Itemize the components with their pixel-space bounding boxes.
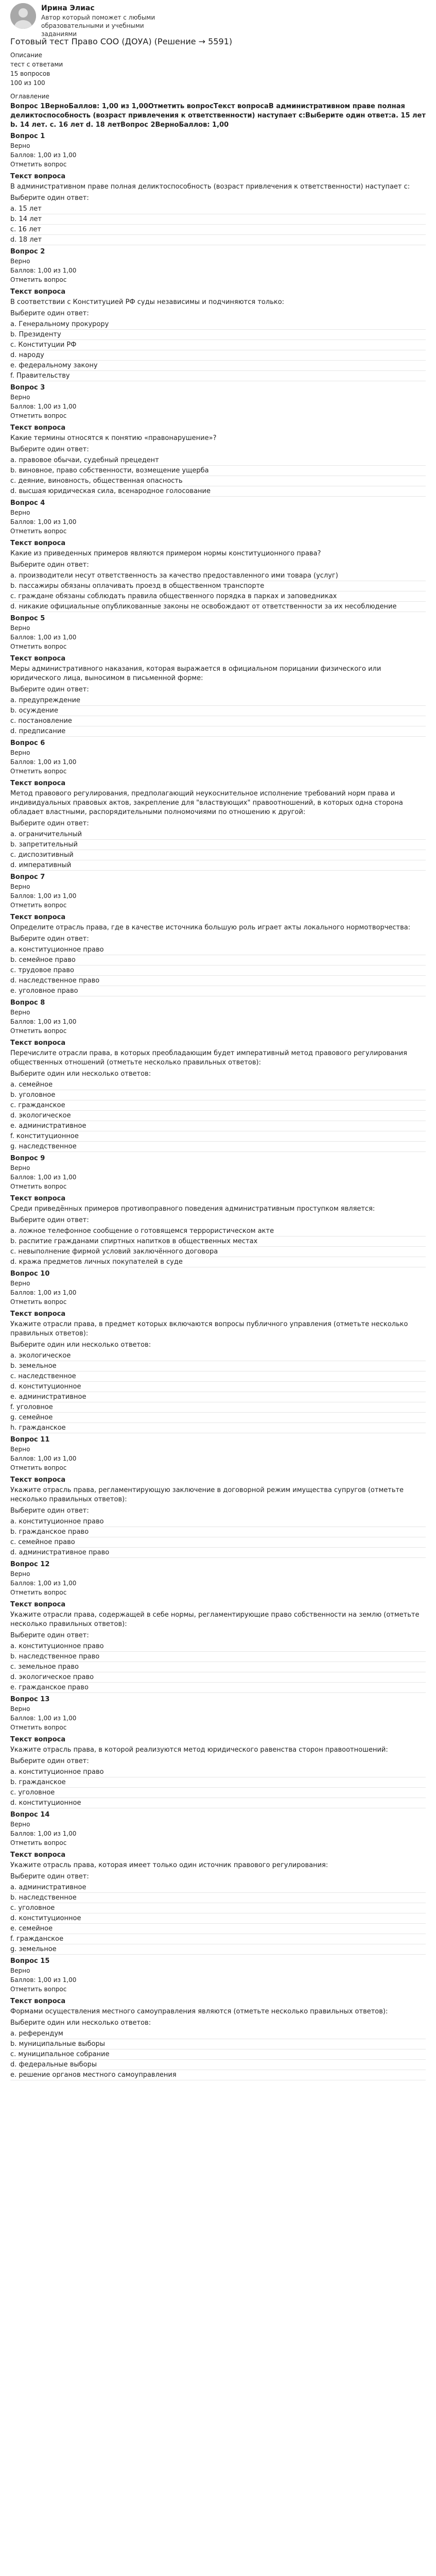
question-number: 15 [40, 1957, 50, 1965]
avatar-person-icon [10, 3, 36, 29]
choose-instruction: Выберите один или несколько ответов: [10, 1070, 151, 1078]
question-block [10, 1435, 426, 1558]
question-heading [10, 873, 426, 882]
question-status: Верно [10, 142, 30, 149]
question-number: 1 [40, 132, 45, 140]
question-heading-label: Вопрос [10, 873, 38, 881]
document-title: Готовый тест Право СОО (ДОУА) (Решение → 5591) [10, 37, 233, 46]
answer-option[interactable]: e. решение органов местного самоуправления [10, 2070, 426, 2080]
question-number: 5 [40, 615, 45, 622]
question-status: Верно [10, 258, 30, 265]
question-score: Баллов: 1,00 из 1,00 [10, 1715, 77, 1722]
question-text: Укажите отрасль права, в которой реализуются метод юридического равенства сторон правоотношений: [10, 1746, 388, 1754]
meta-description-label: Описание [10, 52, 43, 59]
answer-option[interactable]: a. Генеральному прокурору [10, 319, 426, 330]
question-status: Верно [10, 749, 30, 756]
question-text-label: Текст вопроса [10, 1997, 66, 2005]
question-text: Укажите отрасль права, регламентирующую заключение в договорной режим имущества супругов (отметьте несколько правильных ответов): [10, 1486, 404, 1503]
question-text: Метод правового регулирования, предполагающий неукоснительное исполнение требований норм права и индивидуальных правовых актов, закрепление для "властвующих" правоотношений, в которых одна сторона обладает властными, распорядительными полномочиями по отношению к другой: [10, 790, 403, 816]
answer-option[interactable]: f. Правительству [10, 371, 426, 381]
question-text-label: Текст вопроса [10, 173, 66, 180]
question-text: Среди приведённых примеров противоправного поведения административным проступком является: [10, 1205, 375, 1213]
answer-option[interactable]: d. никакие официальные опубликованные законы не освобождают от ответственности за их несоблюдение [10, 602, 426, 612]
answer-option[interactable]: c. уголовное [10, 1788, 426, 1798]
question-number: 7 [40, 873, 45, 881]
question-text-label: Текст вопроса [10, 539, 66, 547]
answer-option[interactable]: c. семейное право [10, 1537, 426, 1548]
question-heading [10, 247, 426, 257]
flag-question-link[interactable]: Отметить вопрос [10, 276, 67, 283]
choose-instruction: Выберите один ответ: [10, 1216, 89, 1224]
answer-option[interactable]: a. референдум [10, 2029, 426, 2039]
flag-question-link[interactable]: Отметить вопрос [10, 1589, 67, 1596]
choose-instruction: Выберите один ответ: [10, 310, 89, 317]
flag-question-link[interactable]: Отметить вопрос [10, 161, 67, 168]
answer-option[interactable]: b. распитие гражданами спиртных напитков в общественных местах [10, 1236, 426, 1247]
author-name[interactable]: Ирина Элиас [41, 4, 95, 12]
question-text-label: Текст вопроса [10, 1310, 66, 1318]
choose-instruction: Выберите один или несколько ответов: [10, 2019, 151, 2027]
question-heading [10, 132, 426, 141]
question-score: Баллов: 1,00 из 1,00 [10, 267, 77, 274]
question-text: В соответствии с Конституцией РФ суды независимы и подчиняются только: [10, 298, 285, 306]
answer-option[interactable]: d. экологическое [10, 1111, 426, 1121]
question-heading [10, 499, 426, 508]
answer-option[interactable]: c. трудовое право [10, 965, 426, 976]
question-heading [10, 1695, 426, 1704]
flag-question-link[interactable]: Отметить вопрос [10, 1027, 67, 1035]
question-number: 12 [40, 1561, 50, 1568]
meta-summary: тест с ответами [10, 61, 63, 68]
answer-option[interactable]: c. невыполнение фирмой условий заключённого договора [10, 1247, 426, 1257]
answer-option[interactable]: b. гражданское [10, 1777, 426, 1788]
answer-option[interactable]: c. земельное право [10, 1662, 426, 1672]
author-description: Автор который поможет с любыми образовательными и учебными заданиями [41, 14, 155, 38]
question-text-label: Текст вопроса [10, 1039, 66, 1047]
answer-option[interactable]: d. кража предметов личных покупателей в суде [10, 1257, 426, 1267]
answer-option[interactable]: a. конституционное право [10, 1641, 426, 1652]
answer-option[interactable]: c. муниципальное собрание [10, 2049, 426, 2060]
answer-option[interactable]: a. ложное телефонное сообщение о готовящемся террористическом акте [10, 1226, 426, 1236]
question-status: Верно [10, 1821, 30, 1828]
flag-question-link[interactable]: Отметить вопрос [10, 412, 67, 419]
question-text-label: Текст вопроса [10, 1601, 66, 1608]
question-block [10, 998, 426, 1152]
avatar [10, 3, 36, 29]
question-number: 11 [40, 1436, 50, 1444]
question-block [10, 499, 426, 612]
question-number: 10 [40, 1270, 50, 1278]
answer-option[interactable]: d. 18 лет [10, 235, 426, 245]
question-block [10, 614, 426, 737]
answer-option[interactable]: e. семейное [10, 1924, 426, 1934]
meta-score: 100 из 100 [10, 79, 45, 87]
answer-option[interactable]: c. наследственное [10, 1371, 426, 1382]
flag-question-link[interactable]: Отметить вопрос [10, 1724, 67, 1731]
question-heading-label: Вопрос [10, 1561, 38, 1568]
question-text: Укажите отрасли права, содержащей в себе нормы, регламентирующие право собственности на землю (отметьте несколько правильных ответов): [10, 1611, 420, 1628]
contents-text: Вопрос 1ВерноБаллов: 1,00 из 1,00Отметить вопросТекст вопросаВ административном праве полная деликтоспособность (возраст привлечения к ответственности) наступает с:Выберите один ответ:a. 15 лет b. 14 лет. c. 16 лет d. 18 летВопрос 2ВерноБаллов: 1,00 [10, 103, 426, 129]
answer-option[interactable]: d. федеральные выборы [10, 2060, 426, 2070]
question-heading-label: Вопрос [10, 1436, 38, 1444]
question-heading [10, 614, 426, 623]
flag-question-link[interactable]: Отметить вопрос [10, 1464, 67, 1471]
answer-option[interactable]: c. гражданское [10, 1100, 426, 1111]
question-number: 9 [40, 1155, 45, 1162]
question-heading-label: Вопрос [10, 1155, 38, 1162]
answer-option[interactable]: a. экологическое [10, 1351, 426, 1361]
question-text-label: Текст вопроса [10, 1736, 66, 1743]
answer-option[interactable]: c. постановление [10, 716, 426, 726]
question-text-label: Текст вопроса [10, 1476, 66, 1484]
question-block [10, 1269, 426, 1433]
answer-option[interactable]: c. Конституции РФ [10, 340, 426, 350]
question-status: Верно [10, 1705, 30, 1713]
flag-question-link[interactable]: Отметить вопрос [10, 902, 67, 909]
question-heading-label: Вопрос [10, 1696, 38, 1703]
question-text: Меры административного наказания, которая выражается в официальном порицании физического или юридического лица, выносимом в письменной форме: [10, 665, 381, 682]
question-text: Перечислите отрасли права, в которых преобладающим будет императивный метод правового регулирования общественных отношений (отметьте несколько правильных ответов): [10, 1049, 407, 1066]
question-heading-label: Вопрос [10, 248, 38, 256]
question-score: Баллов: 1,00 из 1,00 [10, 1580, 77, 1587]
question-heading-label: Вопрос [10, 739, 38, 747]
question-heading-label: Вопрос [10, 499, 38, 507]
choose-instruction: Выберите один ответ: [10, 935, 89, 943]
question-text-label: Текст вопроса [10, 655, 66, 663]
answer-option[interactable]: b. земельное [10, 1361, 426, 1371]
question-block [10, 132, 426, 245]
flag-question-link[interactable]: Отметить вопрос [10, 1839, 67, 1846]
question-number: 4 [40, 499, 45, 507]
answer-option[interactable]: f. конституционное [10, 1131, 426, 1142]
question-score: Баллов: 1,00 из 1,00 [10, 1830, 77, 1837]
answer-option[interactable]: d. народу [10, 350, 426, 361]
question-text-label: Текст вопроса [10, 424, 66, 432]
answer-option[interactable]: h. гражданское [10, 1423, 426, 1433]
answer-option[interactable]: c. деяние, виновность, общественная опасность [10, 476, 426, 486]
flag-question-link[interactable]: Отметить вопрос [10, 1986, 67, 1993]
answer-option[interactable]: f. уголовное [10, 1402, 426, 1413]
question-heading [10, 1560, 426, 1569]
question-list [10, 132, 426, 2080]
question-number: 6 [40, 739, 45, 747]
question-status: Верно [10, 883, 30, 890]
choose-instruction: Выберите один ответ: [10, 194, 89, 202]
answer-option[interactable]: b. семейное право [10, 955, 426, 965]
question-text: Определите отрасль права, где в качестве источника большую роль играет акты локального нормотворчества: [10, 924, 411, 931]
answer-option[interactable]: a. семейное [10, 1080, 426, 1090]
question-heading-label: Вопрос [10, 1270, 38, 1278]
question-block [10, 739, 426, 871]
question-text: В административном праве полная деликтоспособность (возраст привлечения к ответственности) наступает с: [10, 183, 410, 191]
question-heading-label: Вопрос [10, 1811, 38, 1819]
answer-option[interactable]: g. земельное [10, 1944, 426, 1955]
answer-option[interactable]: a. производители несут ответственность за качество предоставленного ими товара (услуг) [10, 571, 426, 581]
question-heading [10, 1269, 426, 1279]
answer-option[interactable]: g. семейное [10, 1413, 426, 1423]
choose-instruction: Выберите один ответ: [10, 446, 89, 453]
answer-option[interactable]: a. конституционное право [10, 1767, 426, 1777]
question-block [10, 1154, 426, 1267]
question-score: Баллов: 1,00 из 1,00 [10, 892, 77, 900]
answer-option[interactable]: a. конституционное право [10, 945, 426, 955]
question-heading [10, 1154, 426, 1163]
flag-question-link[interactable]: Отметить вопрос [10, 1183, 67, 1190]
answer-option[interactable]: d. административное право [10, 1548, 426, 1558]
question-status: Верно [10, 1446, 30, 1453]
question-number: 14 [40, 1811, 50, 1819]
question-score: Баллов: 1,00 из 1,00 [10, 1289, 77, 1296]
question-status: Верно [10, 1280, 30, 1287]
question-number: 13 [40, 1696, 50, 1703]
author-info [41, 3, 175, 38]
question-text-label: Текст вопроса [10, 913, 66, 921]
question-score: Баллов: 1,00 из 1,00 [10, 1174, 77, 1181]
question-heading [10, 1957, 426, 1966]
choose-instruction: Выберите один ответ: [10, 1757, 89, 1765]
question-block [10, 1695, 426, 1808]
answer-option[interactable]: d. конституционное [10, 1913, 426, 1924]
question-text: Укажите отрасли права, в предмет которых включаются вопросы публичного управления (отметьте несколько правильных ответов): [10, 1320, 408, 1337]
author-block [10, 3, 426, 38]
question-score: Баллов: 1,00 из 1,00 [10, 1455, 77, 1462]
choose-instruction: Выберите один или несколько ответов: [10, 1341, 151, 1349]
question-heading [10, 1435, 426, 1445]
answer-option[interactable]: a. ограничительный [10, 829, 426, 840]
document-meta [10, 50, 426, 101]
answer-option[interactable]: b. пассажиры обязаны оплачивать проезд в общественном транспорте [10, 581, 426, 591]
choose-instruction: Выберите один ответ: [10, 820, 89, 827]
answer-option[interactable]: e. гражданское право [10, 1683, 426, 1693]
answer-option[interactable]: a. правовое обычаи, судебный прецедент [10, 455, 426, 466]
answer-option[interactable]: c. 16 лет [10, 225, 426, 235]
answer-option[interactable]: b. виновное, право собственности, возмещение ущерба [10, 466, 426, 476]
answer-option[interactable]: b. запретительный [10, 840, 426, 850]
answer-option[interactable]: b. 14 лет [10, 214, 426, 225]
question-status: Верно [10, 1570, 30, 1578]
answer-option[interactable]: a. 15 лет [10, 204, 426, 214]
answer-option[interactable]: g. наследственное [10, 1142, 426, 1152]
question-score: Баллов: 1,00 из 1,00 [10, 758, 77, 766]
question-status: Верно [10, 624, 30, 632]
answer-option[interactable]: d. наследственное право [10, 976, 426, 986]
question-score: Баллов: 1,00 из 1,00 [10, 634, 77, 641]
question-status: Верно [10, 1967, 30, 1974]
question-score: Баллов: 1,00 из 1,00 [10, 151, 77, 159]
question-status: Верно [10, 1009, 30, 1016]
question-heading [10, 1810, 426, 1820]
answer-option[interactable]: e. административное [10, 1121, 426, 1131]
answer-option[interactable]: b. Президенту [10, 330, 426, 340]
answer-option[interactable]: a. предупреждение [10, 696, 426, 706]
choose-instruction: Выберите один ответ: [10, 561, 89, 569]
flag-question-link[interactable]: Отметить вопрос [10, 643, 67, 650]
question-number: 2 [40, 248, 45, 256]
question-heading [10, 739, 426, 748]
question-block [10, 1810, 426, 1955]
question-text: Укажите отрасль права, которая имеет только один источник правового регулирования: [10, 1861, 328, 1869]
answer-option[interactable]: b. осуждение [10, 706, 426, 716]
question-text: Какие термины относятся к понятию «правонарушение»? [10, 434, 217, 442]
answer-option[interactable]: b. уголовное [10, 1090, 426, 1100]
answer-option[interactable]: e. административное [10, 1392, 426, 1402]
flag-question-link[interactable]: Отметить вопрос [10, 768, 67, 775]
question-block [10, 1560, 426, 1693]
question-block [10, 1957, 426, 2080]
question-status: Верно [10, 509, 30, 516]
question-text: Какие из приведенных примеров являются примером нормы конституционного права? [10, 550, 321, 557]
answer-option[interactable]: b. гражданское право [10, 1527, 426, 1537]
choose-instruction: Выберите один ответ: [10, 1873, 89, 1880]
flag-question-link[interactable]: Отметить вопрос [10, 1298, 67, 1306]
answer-option[interactable]: c. граждане обязаны соблюдать правила общественного порядка в парках и заповедниках [10, 591, 426, 602]
question-text-label: Текст вопроса [10, 288, 66, 296]
question-number: 3 [40, 384, 45, 392]
question-text-label: Текст вопроса [10, 1851, 66, 1859]
question-status: Верно [10, 394, 30, 401]
choose-instruction: Выберите один ответ: [10, 1507, 89, 1515]
answer-option[interactable]: d. экологическое право [10, 1672, 426, 1683]
question-heading-label: Вопрос [10, 999, 38, 1007]
question-heading [10, 998, 426, 1008]
answer-option[interactable]: d. конституционное [10, 1382, 426, 1392]
answer-option[interactable]: d. конституционное [10, 1798, 426, 1808]
question-heading [10, 383, 426, 393]
question-number: 8 [40, 999, 45, 1007]
question-heading-label: Вопрос [10, 615, 38, 622]
question-heading-label: Вопрос [10, 1957, 38, 1965]
answer-option[interactable]: e. уголовное право [10, 986, 426, 996]
answer-option[interactable]: f. гражданское [10, 1934, 426, 1944]
question-score: Баллов: 1,00 из 1,00 [10, 518, 77, 526]
answer-option[interactable]: a. конституционное право [10, 1517, 426, 1527]
question-block [10, 873, 426, 996]
question-status: Верно [10, 1164, 30, 1172]
answer-option[interactable]: d. предписание [10, 726, 426, 737]
meta-question-count: 15 вопросов [10, 70, 50, 77]
answer-option[interactable]: a. административное [10, 1883, 426, 1893]
answer-option[interactable]: b. муниципальные выборы [10, 2039, 426, 2049]
choose-instruction: Выберите один ответ: [10, 1632, 89, 1639]
answer-option[interactable]: d. высшая юридическая сила, всенародное голосование [10, 486, 426, 497]
answer-option[interactable]: b. наследственное [10, 1893, 426, 1903]
answer-option[interactable]: b. наследственное право [10, 1652, 426, 1662]
answer-option[interactable]: c. уголовное [10, 1903, 426, 1913]
meta-spacer [10, 88, 426, 92]
question-heading-label: Вопрос [10, 132, 38, 140]
question-text-label: Текст вопроса [10, 779, 66, 787]
choose-instruction: Выберите один ответ: [10, 686, 89, 693]
question-score: Баллов: 1,00 из 1,00 [10, 1018, 77, 1025]
question-block [10, 247, 426, 381]
answer-option[interactable]: e. федеральному закону [10, 361, 426, 371]
meta-contents-label: Оглавление [10, 93, 49, 100]
answer-option[interactable]: d. императивный [10, 860, 426, 871]
question-score: Баллов: 1,00 из 1,00 [10, 1976, 77, 1984]
question-heading-label: Вопрос [10, 384, 38, 392]
question-text: Формами осуществления местного самоуправления являются (отметьте несколько правильных ответов): [10, 2008, 388, 2015]
question-score: Баллов: 1,00 из 1,00 [10, 403, 77, 410]
flag-question-link[interactable]: Отметить вопрос [10, 528, 67, 535]
question-block [10, 383, 426, 497]
answer-option[interactable]: c. диспозитивный [10, 850, 426, 860]
question-text-label: Текст вопроса [10, 1195, 66, 1202]
